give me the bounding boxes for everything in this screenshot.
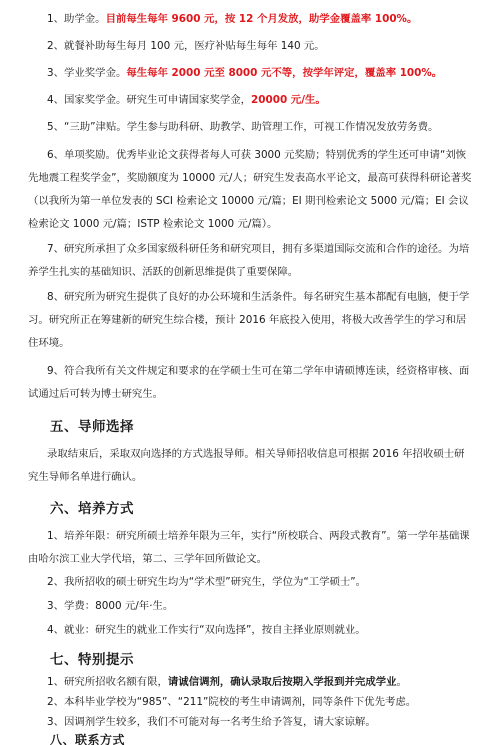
- benefit-2-text: 2、就餐补助每生每月 100 元，医疗补贴每生每年 140 元。: [47, 40, 325, 52]
- section-7-item-2: 2、本科毕业学校为“985”、“211”院校的考生申请调剂，同等条件下优先考虑。: [47, 696, 417, 708]
- benefit-9: [28, 360, 472, 406]
- section-5-text: 录取结束后，采取双向选择的方式选报导师。相关导师招收信息可根据 2016 年招收硕士研究生导师名单进行确认。: [28, 448, 465, 483]
- benefit-2: [28, 36, 472, 57]
- benefit-3-text: 3、学业奖学金。: [47, 67, 127, 79]
- benefit-8-text: 8、研究所为研究生提供了良好的办公环境和生活条件。每名研究生基本都配有电脑，便于学习。研究所正在筹建新的研究生综合楼，预计 2016 年底投入使用，将极大改善学生的学习和居住环境。: [28, 291, 470, 349]
- benefit-3: [28, 63, 472, 84]
- section-7-item-1-suffix: 。: [396, 676, 407, 688]
- benefit-4: [28, 90, 472, 111]
- section-7-item-3: 3、因调剂学生较多，我们不可能对每一名考生给予答复，请大家谅解。: [47, 716, 376, 728]
- benefit-4-highlight: 20000 元/生。: [251, 94, 326, 106]
- benefit-1-text: 1、助学金。: [47, 13, 106, 25]
- benefit-6-text: 6、单项奖励。优秀毕业论文获得者每人可获 3000 元奖励；特别优秀的学生还可申请“刘恢先地震工程奖学金”，奖励额度为 10000 元/人；研究生发表高水平论文，最高可获得科研论著奖（以我所为第一单位发表的 SCI 检索论文 10000 元/篇；EI 期刊检索论文 5000 元/篇；EI 会议检索论文 1000 元/篇；ISTP 检索论文 1000 元/篇）。: [28, 149, 472, 230]
- benefit-7: [28, 238, 472, 284]
- benefit-9-text: 9、符合我所有关文件规定和要求的在学硕士生可在第二学年申请硕博连读，经资格审核、面试通过后可转为博士研究生。: [28, 365, 470, 400]
- section-6-item-2: 2、我所招收的硕士研究生均为“学术型”研究生，学位为“工学硕士”。: [47, 576, 367, 588]
- section-7-item-1: [28, 672, 472, 693]
- section-8-clip: [0, 731, 484, 745]
- section-7-heading: 七、特别提示: [50, 652, 134, 668]
- section-7-item-1-text: 1、研究所招收名额有限，: [47, 676, 168, 688]
- section-6-heading: 六、培养方式: [50, 501, 134, 517]
- benefit-6: [28, 144, 472, 236]
- benefit-5-text: 5、“三助”津贴。学生参与助科研、助教学、助管理工作，可视工作情况发放劳务费。: [47, 121, 439, 133]
- benefit-1: [28, 9, 472, 30]
- benefit-8: [28, 286, 472, 355]
- benefit-3-highlight: 每生每年 2000 元至 8000 元不等，按学年评定，覆盖率 100%。: [126, 67, 443, 79]
- benefit-5: [28, 117, 472, 138]
- section-5-heading: 五、导师选择: [50, 419, 134, 435]
- section-6-item-3: 3、学费：8000 元/年·生。: [47, 600, 174, 612]
- benefit-4-text: 4、国家奖学金。研究生可申请国家奖学金，: [47, 94, 252, 106]
- section-7-item-1-bold: 请诚信调剂，确认录取后按期入学报到并完成学业: [167, 676, 397, 688]
- benefit-7-text: 7、研究所承担了众多国家级科研任务和研究项目，拥有多渠道国际交流和合作的途径。为培养学生扎实的基础知识、活跃的创新思维提供了重要保障。: [28, 243, 470, 278]
- benefit-1-highlight: 目前每生每年 9600 元，按 12 个月发放，助学金覆盖率 100%。: [105, 13, 418, 25]
- section-8-heading: 八、联系方式: [50, 733, 126, 745]
- section-6-item-1: 1、培养年限：研究所硕士培养年限为三年，实行“所校联合、两段式教育”。第一学年基础课由哈尔滨工业大学代培，第二、三学年回所做论文。: [28, 530, 470, 565]
- section-6-item-4: 4、就业：研究生的就业工作实行“双向选择”，按自主择业原则就业。: [47, 624, 366, 636]
